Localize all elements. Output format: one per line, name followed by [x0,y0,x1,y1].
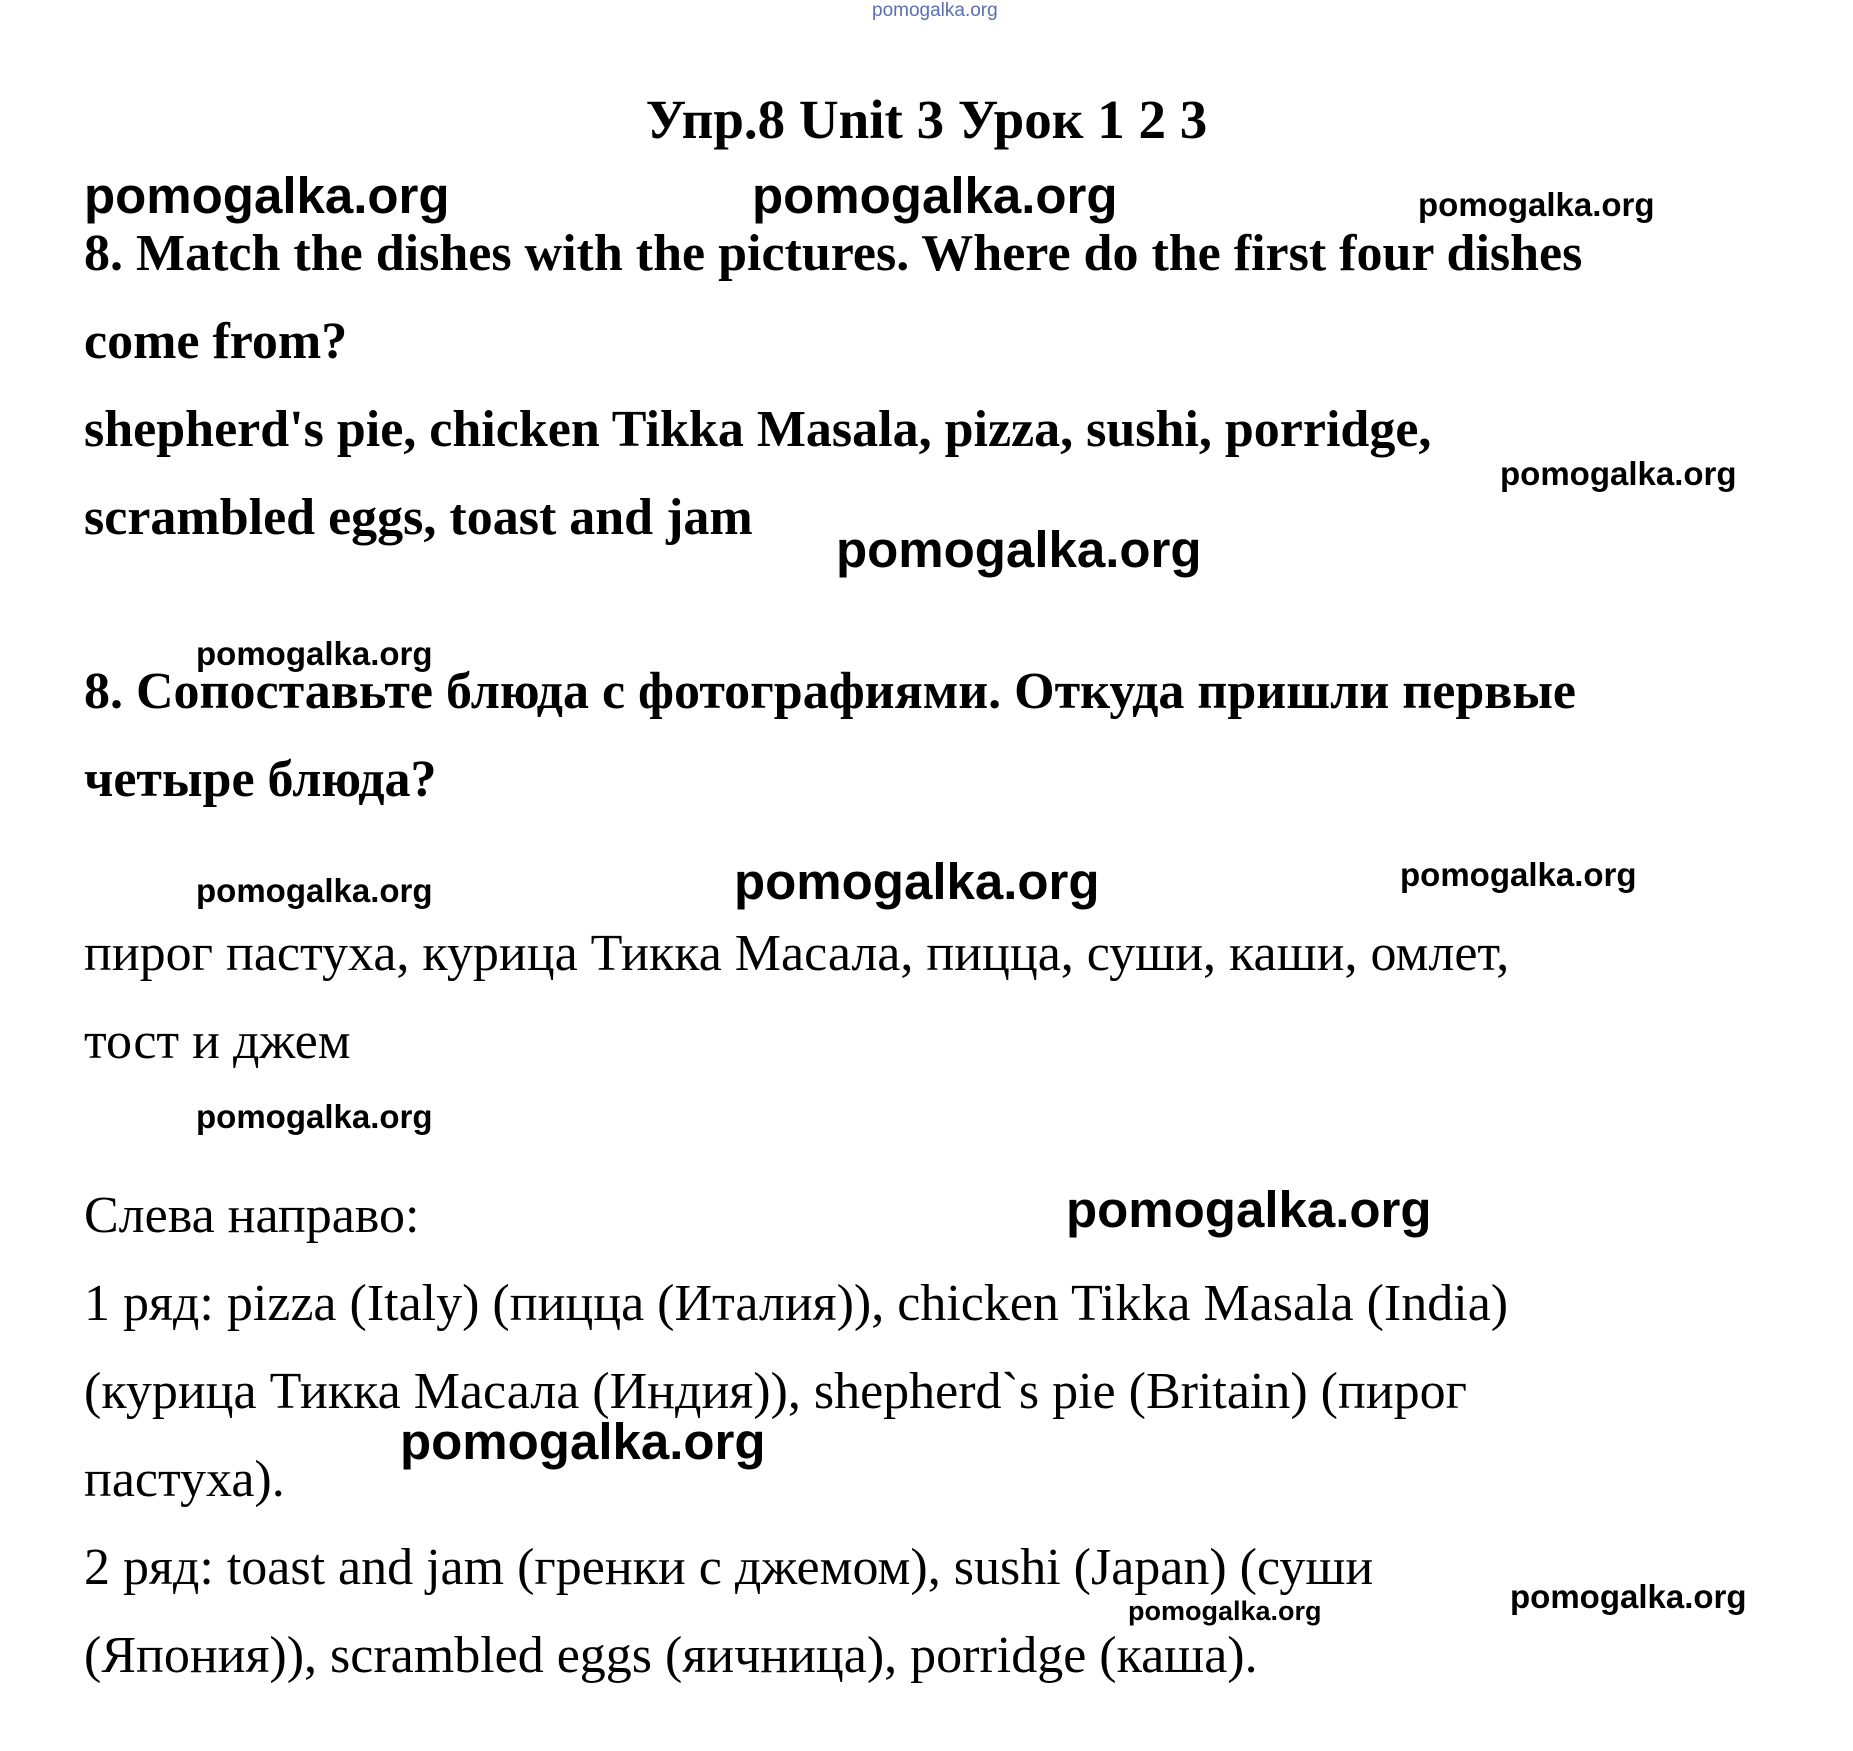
exercise-ru [84,648,1784,824]
exercise-ru-line: 8. Сопоставьте блюда с фотографиями. Откуда пришли первые [84,663,1577,720]
watermark: pomogalka.org [1500,455,1737,492]
watermark: pomogalka.org [1128,1596,1322,1626]
top-watermark: pomogalka.org [872,0,998,21]
watermark: pomogalka.org [196,872,433,909]
exercise-en-line: come from? [84,313,348,370]
watermark: pomogalka.org [84,167,450,224]
answer-line: пастуха). [84,1451,285,1508]
answer-line: Слева направо: [84,1187,420,1244]
exercise-en [84,210,1784,562]
exercise-ru-line: четыре блюда? [84,751,437,808]
answer-line: (курица Тикка Масала (Индия)), shepherd`s pie (Britain) (пирог [84,1363,1467,1420]
exercise-en-line: shepherd's pie, chicken Tikka Masala, pizza, sushi, porridge, [84,401,1432,458]
watermark: pomogalka.org [196,1098,433,1135]
watermark: pomogalka.org [1400,856,1637,893]
watermark: pomogalka.org [1510,1578,1747,1615]
dish-list-ru-line: тост и джем [84,1013,351,1070]
watermark: pomogalka.org [1418,186,1655,223]
watermark: pomogalka.org [196,635,433,672]
dish-list-ru [84,910,1784,1086]
watermark: pomogalka.org [836,521,1202,578]
answer-line: 2 ряд: toast and jam (гренки с джемом), sushi (Japan) (суши [84,1539,1374,1596]
watermark: pomogalka.org [400,1413,766,1470]
watermark: pomogalka.org [734,853,1100,910]
page-title: Упр.8 Unit 3 Урок 1 2 3 [645,89,1208,150]
answer [84,1172,1784,1700]
exercise-en-line: 8. Match the dishes with the pictures. Where do the first four dishes [84,225,1583,282]
watermark: pomogalka.org [1066,1181,1432,1238]
watermark: pomogalka.org [752,167,1118,224]
dish-list-ru-line: пирог пастуха, курица Тикка Масала, пицца, суши, каши, омлет, [84,925,1510,982]
exercise-en-line: scrambled eggs, toast and jam [84,489,753,546]
answer-line: (Япония)), scrambled eggs (яичница), porridge (каша). [84,1627,1258,1684]
answer-line: 1 ряд: pizza (Italy) (пицца (Италия)), chicken Tikka Masala (India) [84,1275,1509,1332]
